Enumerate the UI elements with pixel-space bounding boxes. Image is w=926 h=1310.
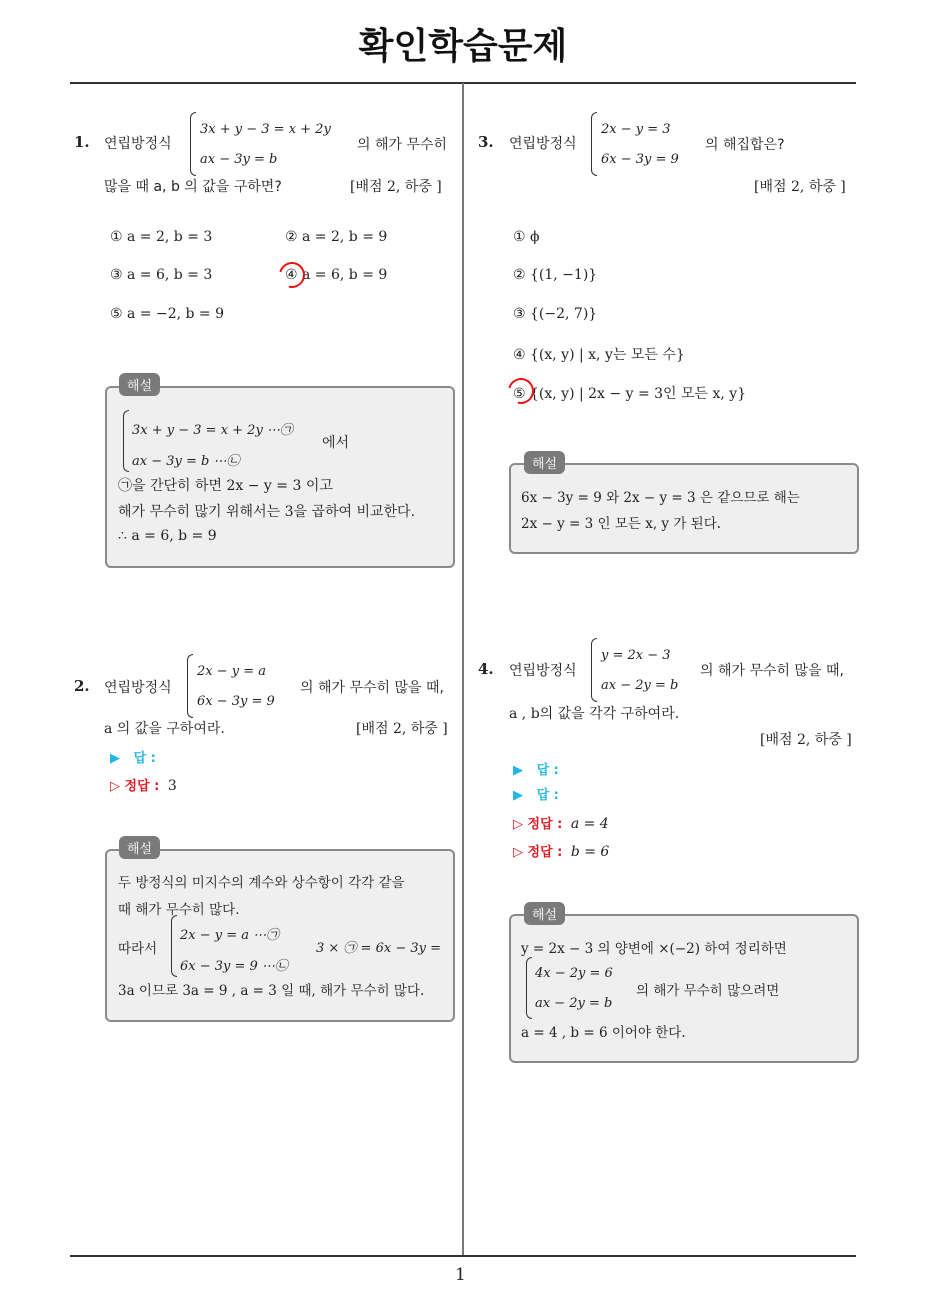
question-tail: 의 해가 무수히 bbox=[357, 137, 448, 153]
correct-label: 정답 : bbox=[527, 845, 563, 860]
answer-label: 답 : bbox=[536, 763, 559, 778]
answer-mark-circle bbox=[503, 373, 539, 409]
question-line-2: 많을 때 a, b 의 값을 구하면? bbox=[104, 179, 282, 195]
bottom-rule bbox=[70, 1255, 856, 1257]
explanation-label: 해설 bbox=[524, 451, 565, 474]
question-line-2: a , b의 값을 각각 구하여라. bbox=[509, 706, 680, 722]
explanation-eq-2: ax − 2y = b bbox=[535, 996, 613, 1011]
explanation-eq-2: ax − 3y = b ⋯㉡ bbox=[132, 454, 240, 469]
page-title: 확인학습문제 bbox=[358, 26, 568, 67]
answer-row-1 bbox=[513, 759, 559, 778]
choice-5[interactable]: ⑤ a = −2, b = 9 bbox=[110, 306, 225, 322]
explanation-eq-1: 2x − y = a ⋯㉠ bbox=[180, 928, 280, 943]
explanation-brace bbox=[526, 957, 532, 1019]
choice-3[interactable]: ③ a = 6, b = 3 bbox=[110, 267, 213, 283]
answer-mark-circle bbox=[274, 257, 310, 293]
play-icon: ▶ bbox=[110, 751, 134, 766]
question-number: 3. bbox=[478, 133, 494, 151]
equation-2: 6x − 3y = 9 bbox=[197, 694, 275, 709]
explanation-lead: 따라서 bbox=[118, 941, 158, 957]
question-number: 2. bbox=[74, 677, 90, 695]
question-number: 1. bbox=[74, 133, 90, 151]
equation-brace bbox=[591, 638, 597, 702]
choice-2[interactable]: ② a = 2, b = 9 bbox=[285, 229, 388, 245]
page-number: 1 bbox=[455, 1265, 466, 1285]
explanation-line-1: 두 방정식의 미지수의 계수와 상수항이 각각 같을 bbox=[118, 875, 405, 891]
question-line-2: a 의 값을 구하여라. bbox=[104, 721, 225, 737]
question-lead: 연립방정식 bbox=[509, 136, 577, 152]
answer-row-2 bbox=[513, 784, 559, 803]
equation-2: ax − 3y = b bbox=[200, 152, 278, 167]
correct-label: 정답 : bbox=[527, 817, 563, 832]
explanation-line-4: 해가 무수히 많기 위해서는 3을 곱하여 비교한다. bbox=[118, 504, 416, 520]
explanation-label: 해설 bbox=[524, 902, 565, 925]
play-icon: ▶ bbox=[513, 788, 537, 803]
question-tail: 의 해가 무수히 많을 때, bbox=[700, 663, 844, 679]
answer-label: 답 : bbox=[133, 751, 156, 766]
column-divider bbox=[462, 83, 464, 1256]
correct-answer-row-2 bbox=[513, 841, 609, 860]
score-tag: [배점 2, 하중 ] bbox=[760, 732, 852, 748]
play-icon: ▶ bbox=[513, 763, 537, 778]
choice-2[interactable]: ② {(1, −1)} bbox=[513, 267, 598, 283]
explanation-brace bbox=[171, 915, 177, 977]
correct-answer-row-1 bbox=[513, 813, 609, 832]
choice-1[interactable]: ① ϕ bbox=[513, 229, 540, 245]
equation-brace bbox=[591, 112, 597, 176]
correct-value-a: a = 4 bbox=[570, 816, 609, 832]
explanation-eq-1: 4x − 2y = 6 bbox=[535, 966, 613, 981]
equation-1: 3x + y − 3 = x + 2y bbox=[200, 122, 331, 137]
equation-2: 6x − 3y = 9 bbox=[601, 152, 679, 167]
outline-triangle-icon: ▷ bbox=[513, 817, 528, 832]
explanation-line-5: ∴ a = 6, b = 9 bbox=[118, 528, 217, 544]
explanation-box bbox=[509, 463, 859, 554]
score-tag: [배점 2, 하중 ] bbox=[350, 179, 442, 195]
question-lead: 연립방정식 bbox=[509, 663, 577, 679]
equation-brace bbox=[187, 654, 193, 718]
score-tag: [배점 2, 하중 ] bbox=[356, 721, 448, 737]
correct-value: 3 bbox=[167, 778, 177, 794]
explanation-line-2: 2x − y = 3 인 모든 x, y 가 된다. bbox=[521, 516, 722, 532]
equation-1: y = 2x − 3 bbox=[601, 648, 671, 663]
question-number: 4. bbox=[478, 660, 494, 678]
choice-1[interactable]: ① a = 2, b = 3 bbox=[110, 229, 213, 245]
equation-1: 2x − y = 3 bbox=[601, 122, 671, 137]
question-lead: 연립방정식 bbox=[104, 680, 172, 696]
correct-answer-row bbox=[110, 775, 177, 794]
explanation-line-5: 3a 이므로 3a = 9 , a = 3 일 때, 해가 무수히 많다. bbox=[118, 983, 425, 999]
question-tail: 의 해가 무수히 많을 때, bbox=[300, 680, 444, 696]
correct-value-b: b = 6 bbox=[570, 844, 610, 860]
explanation-side: 3 × ㉠ = 6x − 3y = bbox=[316, 941, 441, 956]
correct-label: 정답 : bbox=[124, 779, 160, 794]
explanation-label: 해설 bbox=[119, 836, 160, 859]
answer-row bbox=[110, 747, 156, 766]
explanation-line-4: a = 4 , b = 6 이어야 한다. bbox=[521, 1025, 686, 1041]
explanation-eq-1: 3x + y − 3 = x + 2y ⋯㉠ bbox=[132, 423, 293, 438]
choice-4[interactable]: ④ a = 6, b = 9 bbox=[285, 267, 388, 283]
explanation-line-3: ㉠을 간단히 하면 2x − y = 3 이고 bbox=[118, 478, 333, 494]
choice-5[interactable]: ⑤ {(x, y) | 2x − y = 3인 모든 x, y} bbox=[513, 386, 747, 402]
question-lead: 연립방정식 bbox=[104, 136, 172, 152]
equation-brace bbox=[190, 112, 196, 176]
outline-triangle-icon: ▷ bbox=[513, 845, 528, 860]
choice-4[interactable]: ④ {(x, y) | x, y는 모든 수} bbox=[513, 347, 685, 363]
question-tail: 의 해집합은? bbox=[705, 137, 785, 153]
score-tag: [배점 2, 하중 ] bbox=[754, 179, 846, 195]
equation-1: 2x − y = a bbox=[197, 664, 267, 679]
choice-3[interactable]: ③ {(−2, 7)} bbox=[513, 306, 598, 322]
explanation-side: 의 해가 무수히 많으려면 bbox=[636, 983, 780, 999]
explanation-side: 에서 bbox=[322, 435, 350, 451]
equation-2: ax − 2y = b bbox=[601, 678, 679, 693]
outline-triangle-icon: ▷ bbox=[110, 779, 125, 794]
explanation-line-2: 때 해가 무수히 많다. bbox=[118, 902, 240, 918]
explanation-eq-2: 6x − 3y = 9 ⋯㉡ bbox=[180, 959, 288, 974]
explanation-line-1: y = 2x − 3 의 양변에 ×(−2) 하여 정리하면 bbox=[521, 941, 787, 957]
explanation-line-1: 6x − 3y = 9 와 2x − y = 3 은 같으므로 해는 bbox=[521, 490, 800, 506]
explanation-brace bbox=[123, 410, 129, 472]
answer-label: 답 : bbox=[536, 788, 559, 803]
explanation-label: 해설 bbox=[119, 373, 160, 396]
